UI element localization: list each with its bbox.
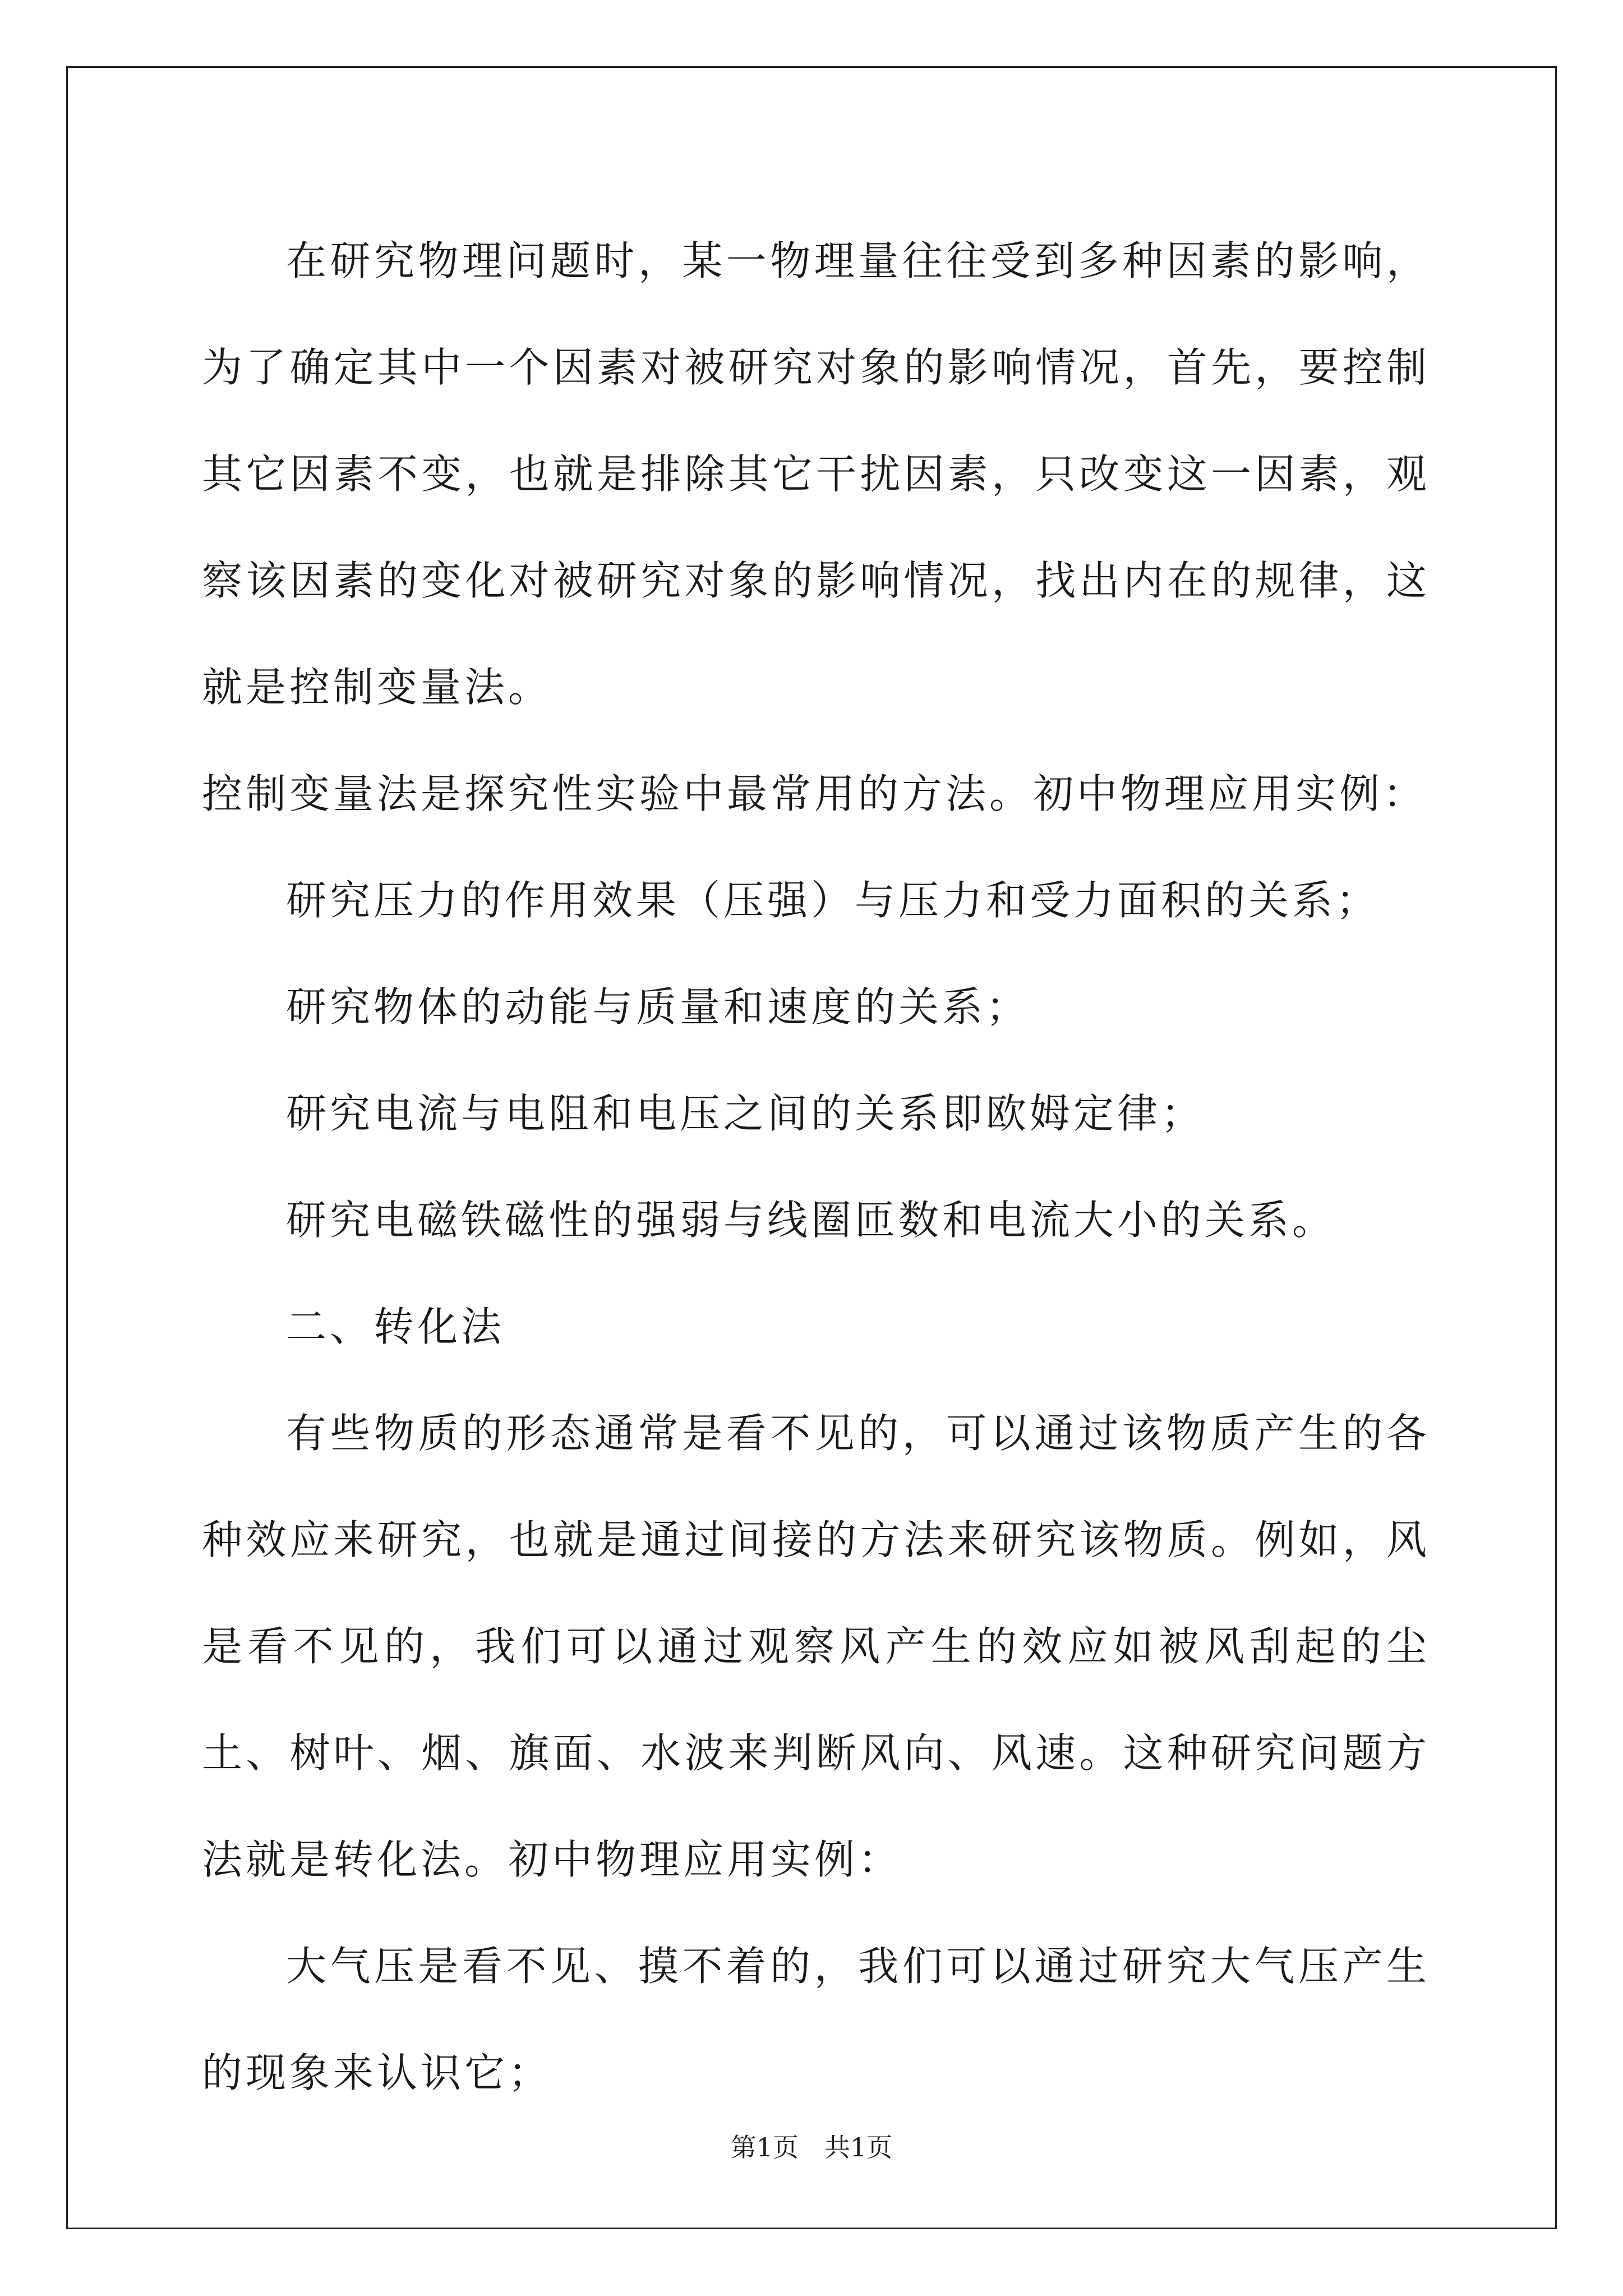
list-item: 研究电磁铁磁性的强弱与线圈匝数和电流大小的关系。 [286,1197,1336,1244]
list-item: 研究压力的作用效果（压强）与压力和受力面积的关系； [286,877,1380,924]
list-item: 研究物体的动能与质量和速度的关系； [286,983,1030,1030]
paragraph: 有些物质的形态通常是看不见的，可以通过该物质产生的各种效应来研究，也就是通过间接的方法来研究该物质。例如，风是看不见的，我们可以通过观察风产生的效应如被风刮起的尘土、树叶、烟、旗面、水波来判断风向、风速。这种研究问题方法就是转化法。初中物理应用实例： [202,1410,1430,1883]
list-item: 研究电流与电阻和电压之间的关系即欧姆定律； [286,1090,1205,1137]
page-number: 第1页 共1页 [730,2132,893,2162]
paragraph: 大气压是看不见、摸不着的，我们可以通过研究大气压产生的现象来认识它； [202,1943,1430,2096]
paragraph: 在研究物理问题时，某一物理量往往受到多种因素的影响，为了确定其中一个因素对被研究对象的影响情况，首先，要控制其它因素不变，也就是排除其它干扰因素，只改变这一因素，观察该因素的变化对被研究对象的影响情况，找出内在的规律，这就是控制变量法。 [202,237,1430,711]
document-body [202,208,1430,2126]
section-heading: 二、转化法 [286,1303,505,1350]
paragraph: 控制变量法是探究性实验中最常用的方法。初中物理应用实例： [202,770,1427,817]
